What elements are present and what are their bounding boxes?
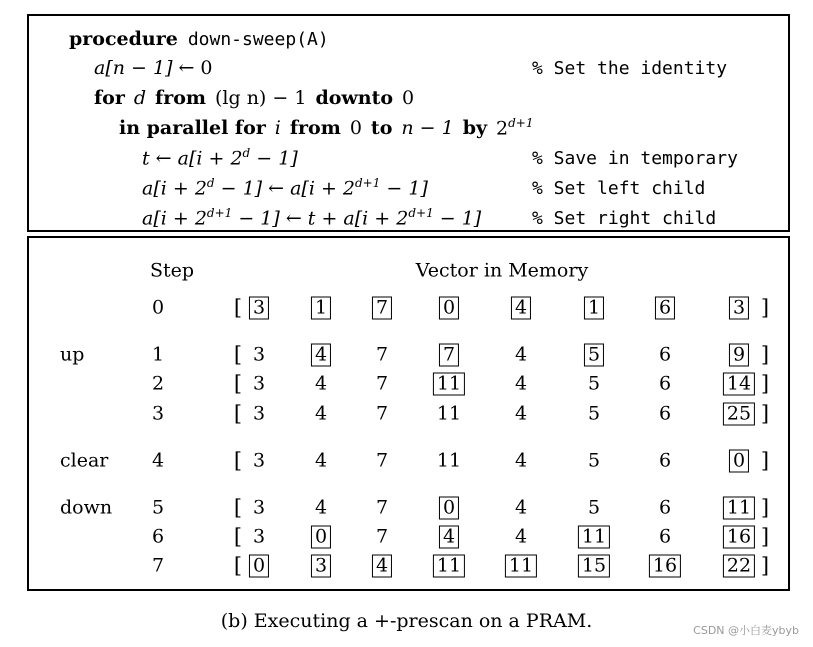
right-child-line bbox=[142, 205, 481, 231]
phase-label: down bbox=[60, 496, 113, 519]
open-bracket: [ bbox=[233, 495, 243, 520]
close-bracket: ] bbox=[760, 524, 770, 549]
for-start: (lg n) − 1 bbox=[215, 87, 307, 109]
watermark: CSDN @小白麦ybyb bbox=[693, 624, 799, 637]
memory-cell: 5 bbox=[587, 496, 601, 519]
identity-lhs: a[n − 1] bbox=[94, 57, 173, 79]
memory-cell: 4 bbox=[311, 344, 331, 367]
open-bracket: [ bbox=[233, 553, 243, 578]
memory-cell: 4 bbox=[372, 555, 392, 578]
memory-cell: 0 bbox=[729, 450, 749, 473]
memory-cell: 3 bbox=[252, 525, 266, 548]
identity-rhs: 0 bbox=[200, 57, 213, 79]
from-keyword: from bbox=[155, 87, 206, 109]
figure-caption: (b) Executing a +-prescan on a PRAM. bbox=[220, 610, 593, 632]
for-line bbox=[94, 85, 414, 111]
memory-cell: 0 bbox=[311, 526, 331, 549]
by-keyword: by bbox=[462, 117, 488, 139]
memory-cell: 11 bbox=[433, 555, 465, 578]
step-number: 1 bbox=[151, 343, 165, 366]
parallel-for-line bbox=[119, 115, 534, 141]
parallel-start: 0 bbox=[349, 117, 362, 139]
memory-cell: 3 bbox=[252, 496, 266, 519]
memory-cell: 7 bbox=[375, 372, 389, 395]
step-number: 7 bbox=[151, 554, 165, 577]
step-header: Step bbox=[150, 259, 195, 282]
memory-cell: 4 bbox=[514, 449, 528, 472]
close-bracket: ] bbox=[760, 401, 770, 426]
step-number: 6 bbox=[151, 525, 165, 548]
save-temp-line bbox=[142, 145, 298, 171]
memory-cell: 6 bbox=[658, 525, 672, 548]
memory-cell: 7 bbox=[375, 343, 389, 366]
memory-cell: 7 bbox=[375, 525, 389, 548]
memory-cell: 4 bbox=[514, 402, 528, 425]
vector-header: Vector in Memory bbox=[415, 259, 589, 282]
memory-cell: 0 bbox=[249, 555, 269, 578]
step-number: 0 bbox=[151, 296, 165, 319]
step-number: 3 bbox=[151, 402, 165, 425]
memory-cell: 6 bbox=[658, 449, 672, 472]
memory-cell: 4 bbox=[314, 449, 328, 472]
to-keyword: to bbox=[370, 117, 393, 139]
memory-cell: 4 bbox=[514, 343, 528, 366]
open-bracket: [ bbox=[233, 524, 243, 549]
memory-cell: 3 bbox=[249, 297, 269, 320]
close-bracket: ] bbox=[760, 295, 770, 320]
memory-cell: 11 bbox=[505, 555, 537, 578]
memory-cell: 7 bbox=[439, 344, 459, 367]
identity-line bbox=[94, 55, 213, 81]
memory-cell: 16 bbox=[723, 526, 755, 549]
memory-cell: 15 bbox=[578, 555, 610, 578]
memory-cell: 4 bbox=[514, 496, 528, 519]
left-child-expression: $a[i + 2^d - 1]$ ← $a[i + 2^{d+1} - 1]$ bbox=[142, 176, 428, 200]
memory-cell: 7 bbox=[375, 402, 389, 425]
memory-cell: 4 bbox=[314, 496, 328, 519]
save-temp-expression: t ← $a[i + 2^d - 1]$ bbox=[142, 146, 298, 170]
close-bracket: ] bbox=[760, 495, 770, 520]
in-parallel-for-keyword: in parallel for bbox=[119, 117, 266, 139]
close-bracket: ] bbox=[760, 371, 770, 396]
memory-cell: 7 bbox=[375, 496, 389, 519]
memory-cell: 0 bbox=[439, 497, 459, 520]
memory-cell: 3 bbox=[311, 555, 331, 578]
close-bracket: ] bbox=[760, 553, 770, 578]
parallel-variable: i bbox=[274, 117, 281, 139]
for-keyword: for bbox=[94, 87, 125, 109]
save-temp-comment: % Save in temporary bbox=[532, 147, 738, 169]
memory-cell: 6 bbox=[655, 297, 675, 320]
memory-cell: 6 bbox=[658, 402, 672, 425]
memory-cell: 3 bbox=[729, 297, 749, 320]
memory-cell: 5 bbox=[587, 402, 601, 425]
procedure-keyword: procedure bbox=[69, 28, 178, 50]
memory-cell: 0 bbox=[439, 297, 459, 320]
memory-cell: 6 bbox=[658, 343, 672, 366]
open-bracket: [ bbox=[233, 342, 243, 367]
open-bracket: [ bbox=[233, 371, 243, 396]
procedure-name: down-sweep(A) bbox=[187, 28, 329, 50]
identity-arrow: ← bbox=[178, 57, 195, 79]
phase-label: clear bbox=[60, 449, 109, 472]
memory-table-box bbox=[27, 236, 790, 591]
identity-comment: % Set the identity bbox=[532, 57, 728, 79]
memory-cell: 22 bbox=[723, 555, 755, 578]
memory-cell: 11 bbox=[578, 526, 610, 549]
memory-cell: 5 bbox=[584, 344, 604, 367]
memory-cell: 3 bbox=[252, 372, 266, 395]
open-bracket: [ bbox=[233, 295, 243, 320]
memory-cell: 4 bbox=[314, 372, 328, 395]
parallel-end: n − 1 bbox=[401, 117, 454, 139]
memory-cell: 16 bbox=[649, 555, 681, 578]
left-child-comment: % Set left child bbox=[532, 177, 706, 199]
for-variable: d bbox=[133, 87, 147, 109]
procedure-line bbox=[69, 26, 329, 52]
parallel-from-keyword: from bbox=[289, 117, 341, 139]
memory-cell: 6 bbox=[658, 496, 672, 519]
downto-keyword: downto bbox=[315, 87, 394, 109]
memory-cell: 4 bbox=[511, 297, 531, 320]
memory-cell: 11 bbox=[436, 449, 462, 472]
step-number: 2 bbox=[151, 372, 165, 395]
memory-cell: 5 bbox=[587, 372, 601, 395]
for-end: 0 bbox=[402, 87, 415, 109]
memory-cell: 25 bbox=[723, 403, 755, 426]
memory-cell: 11 bbox=[436, 402, 462, 425]
open-bracket: [ bbox=[233, 448, 243, 473]
memory-cell: 14 bbox=[723, 373, 755, 396]
step-number: 5 bbox=[151, 496, 165, 519]
memory-cell: 3 bbox=[252, 402, 266, 425]
memory-cell: 11 bbox=[723, 497, 755, 520]
memory-cell: 6 bbox=[658, 372, 672, 395]
memory-cell: 7 bbox=[375, 449, 389, 472]
memory-cell: 4 bbox=[514, 525, 528, 548]
close-bracket: ] bbox=[760, 342, 770, 367]
memory-cell: 5 bbox=[587, 449, 601, 472]
memory-cell: 4 bbox=[314, 402, 328, 425]
memory-cell: 9 bbox=[729, 344, 749, 367]
step-number: 4 bbox=[151, 449, 165, 472]
memory-cell: 11 bbox=[433, 373, 465, 396]
memory-cell: 4 bbox=[514, 372, 528, 395]
right-child-expression: $a[i + 2^{d+1} - 1]$ ← $t + a[i + 2^{d+1} - 1]$ bbox=[142, 206, 482, 230]
memory-cell: 1 bbox=[584, 297, 604, 320]
memory-cell: 3 bbox=[252, 449, 266, 472]
algorithm-box bbox=[27, 14, 790, 232]
close-bracket: ] bbox=[760, 448, 770, 473]
right-child-comment: % Set right child bbox=[532, 207, 717, 229]
phase-label: up bbox=[60, 343, 85, 366]
left-child-line bbox=[142, 175, 428, 201]
memory-cell: 3 bbox=[252, 343, 266, 366]
memory-cell: 4 bbox=[439, 526, 459, 549]
memory-cell: 7 bbox=[372, 297, 392, 320]
memory-cell: 1 bbox=[311, 297, 331, 320]
by-step: $2^{d+1}$ bbox=[496, 116, 534, 140]
open-bracket: [ bbox=[233, 401, 243, 426]
